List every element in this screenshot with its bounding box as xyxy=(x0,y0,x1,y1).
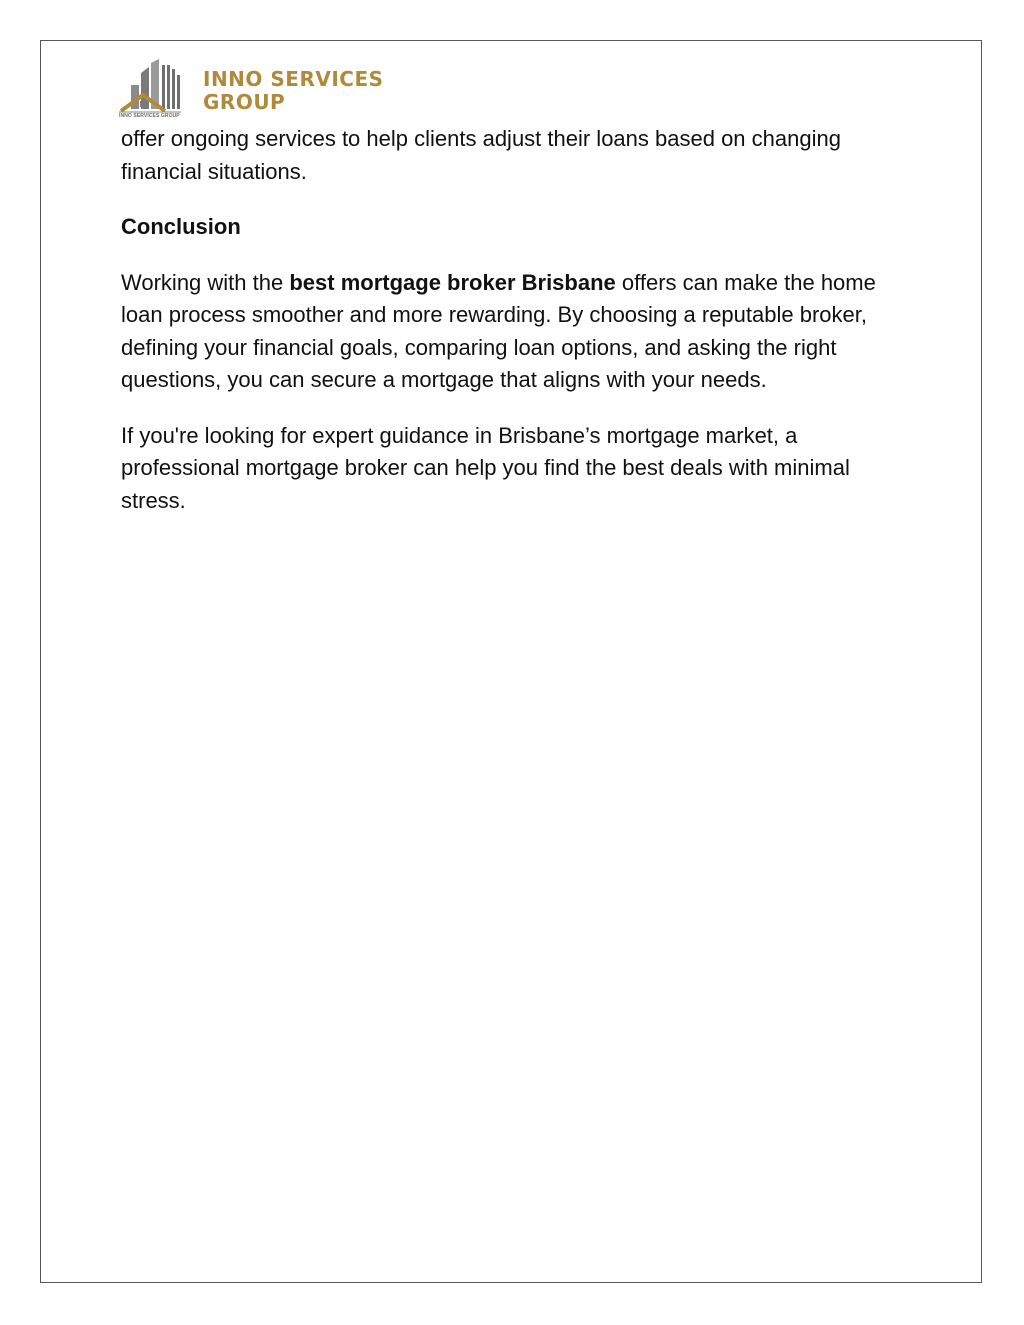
company-logo xyxy=(119,59,389,123)
document-body xyxy=(121,123,911,540)
brand-caption: INNO SERVICES GROUP xyxy=(119,113,180,119)
building-house-logo-icon xyxy=(119,59,199,115)
conclusion-paragraph xyxy=(121,267,911,397)
intro-continuation-paragraph: offer ongoing services to help clients adjust their loans based on changing financial situations. xyxy=(121,126,841,184)
closing-paragraph: If you're looking for expert guidance in Brisbane’s mortgage market, a professional mortgage broker can help you find the best deals with minimal stress. xyxy=(121,422,850,513)
brand-name-line1: INNO SERVICES xyxy=(203,67,384,91)
paragraph1-bold-keyword: best mortgage broker Brisbane xyxy=(289,269,616,295)
paragraph1-tail-text: offers can make the home loan process smoother and more rewarding. By choosing a reputable broker, defining your financial goals, comparing loan options, and asking the right questions, you can secure a mortgage that aligns with your needs. xyxy=(121,269,876,392)
brand-name xyxy=(203,68,403,114)
document-page xyxy=(40,40,982,1283)
brand-name-line2: GROUP xyxy=(203,90,286,114)
paragraph1-lead-text: Working with the xyxy=(121,269,290,295)
conclusion-heading: Conclusion xyxy=(121,214,241,239)
